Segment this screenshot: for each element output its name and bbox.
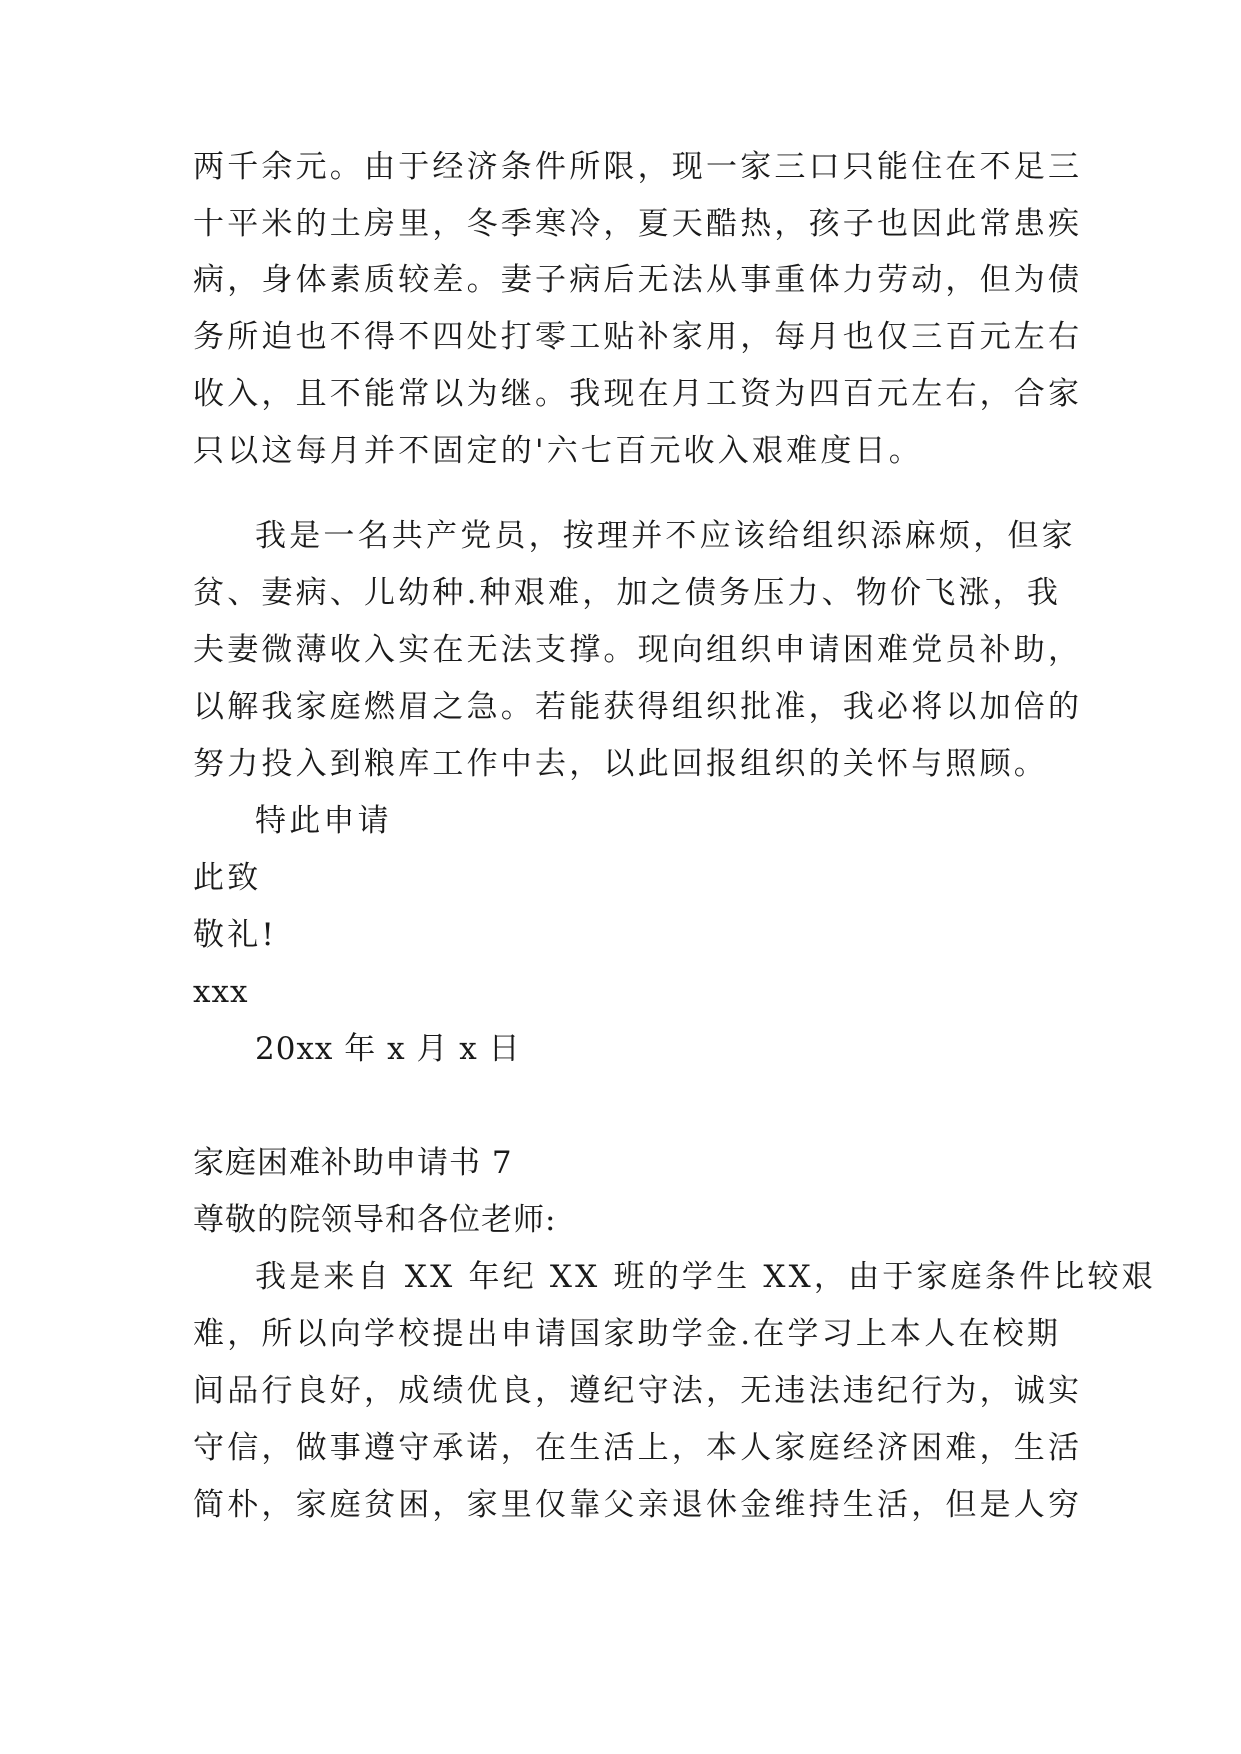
body-line: 十平米的土房里，冬季寒冷，夏天酷热，孩子也因此常患疾 (193, 206, 1083, 242)
body-line: 简朴，家庭贫困，家里仅靠父亲退休金维持生活，但是人穷 (193, 1487, 1083, 1523)
body-line: 只以这每月并不固定的'六七百元收入艰难度日。 (193, 433, 923, 469)
body-line: 病，身体素质较差。妻子病后无法从事重体力劳动，但为债 (193, 262, 1083, 298)
date: 20xx 年 x 月 x 日 (255, 1031, 521, 1067)
body-line: 两千余元。由于经济条件所限，现一家三口只能住在不足三 (193, 149, 1083, 185)
paragraph-line-indented: 我是来自 XX 年纪 XX 班的学生 XX，由于家庭条件比较艰 (255, 1259, 1156, 1295)
body-line: 守信，做事遵守承诺，在生活上，本人家庭经济困难，生活 (193, 1430, 1083, 1466)
signature: xxx (193, 974, 249, 1010)
paragraph-line-indented: 我是一名共产党员，按理并不应该给组织添麻烦，但家 (255, 518, 1076, 554)
body-line: 以解我家庭燃眉之急。若能获得组织批准，我必将以加倍的 (193, 689, 1083, 725)
body-line: 收入，且不能常以为继。我现在月工资为四百元左右，合家 (193, 376, 1083, 412)
closing-text: 特此申请 (255, 803, 392, 839)
body-line: 贫、妻病、儿幼种.种艰难，加之债务压力、物价飞涨，我 (193, 575, 1062, 611)
body-line: 努力投入到粮库工作中去，以此回报组织的关怀与照顾。 (193, 746, 1048, 782)
body-line: 务所迫也不得不四处打零工贴补家用，每月也仅三百元左右 (193, 319, 1083, 355)
section-title: 家庭困难补助申请书 7 (193, 1145, 513, 1181)
body-line: 间品行良好，成绩优良，遵纪守法，无违法违纪行为，诚实 (193, 1373, 1083, 1409)
salutation-line-2: 敬礼! (193, 917, 278, 953)
salutation-line-1: 此致 (193, 860, 262, 896)
body-line: 夫妻微薄收入实在无法支撑。现向组织申请困难党员补助， (193, 632, 1083, 668)
body-line: 难，所以向学校提出申请国家助学金.在学习上本人在校期 (193, 1316, 1062, 1352)
greeting: 尊敬的院领导和各位老师: (193, 1202, 557, 1238)
